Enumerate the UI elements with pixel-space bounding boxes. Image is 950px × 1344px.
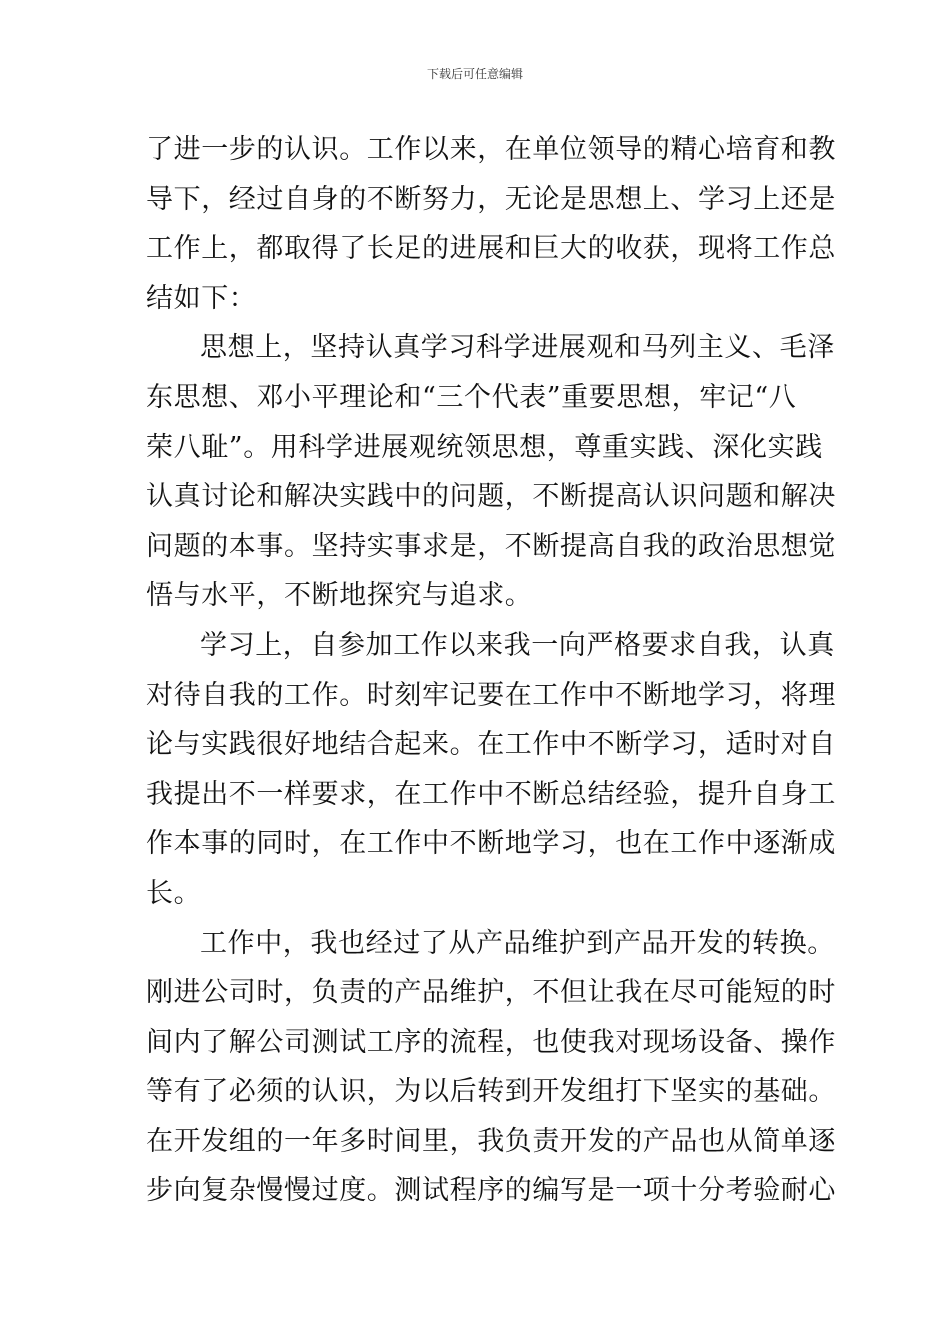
text-line: 悟与水平，不断地探究与追求。 [146,580,533,612]
paragraph-start-line: 学习上，自参加工作以来我一向严格要求自我，认真 [200,629,835,661]
document-body [146,125,836,1216]
text-line: 结如下： [146,282,257,314]
text-line: 间内了解公司测试工序的流程，也使我对现场设备、操作 [146,1026,836,1058]
text-line: 导下，经过自身的不断努力，无论是思想上、学习上还是 [146,183,836,215]
text-line: 我提出不一样要求，在工作中不断总结经验，提升自身工 [146,778,836,810]
text-line: 等有了必须的认识，为以后转到开发组打下坚实的基础。 [146,1076,836,1108]
paragraph-start-line: 思想上，坚持认真学习科学进展观和马列主义、毛泽 [200,332,835,364]
text-line: 问题的本事。坚持实事求是，不断提高自我的政治思想觉 [146,530,836,562]
text-line: 认真讨论和解决实践中的问题，不断提高认识问题和解决 [146,481,836,513]
text-line: 作本事的同时，在工作中不断地学习，也在工作中逐渐成 [146,828,836,860]
text-line: 对待自我的工作。时刻牢记要在工作中不断地学习，将理 [146,679,836,711]
text-line: 论与实践很好地结合起来。在工作中不断学习，适时对自 [146,729,836,761]
text-line: 长。 [146,877,202,909]
text-line: 东思想、邓小平理论和“三个代表”重要思想，牢记“八 [146,381,797,413]
text-line: 了进一步的认识。工作以来，在单位领导的精心培育和教 [146,134,836,165]
paragraph-start-line: 工作中，我也经过了从产品维护到产品开发的转换。 [200,927,835,959]
text-line: 在开发组的一年多时间里，我负责开发的产品也从简单逐 [146,1125,836,1157]
text-line: 工作上，都取得了长足的进展和巨大的收获，现将工作总 [146,233,836,265]
text-line: 步向复杂慢慢过度。测试程序的编写是一项十分考验耐心 [146,1175,836,1207]
text-line: 荣八耻”。用科学进展观统领思想，尊重实践、深化实践 [146,431,823,463]
page-header: 下载后可任意编辑 [426,67,523,81]
text-line: 刚进公司时，负责的产品维护，不但让我在尽可能短的时 [146,977,836,1009]
